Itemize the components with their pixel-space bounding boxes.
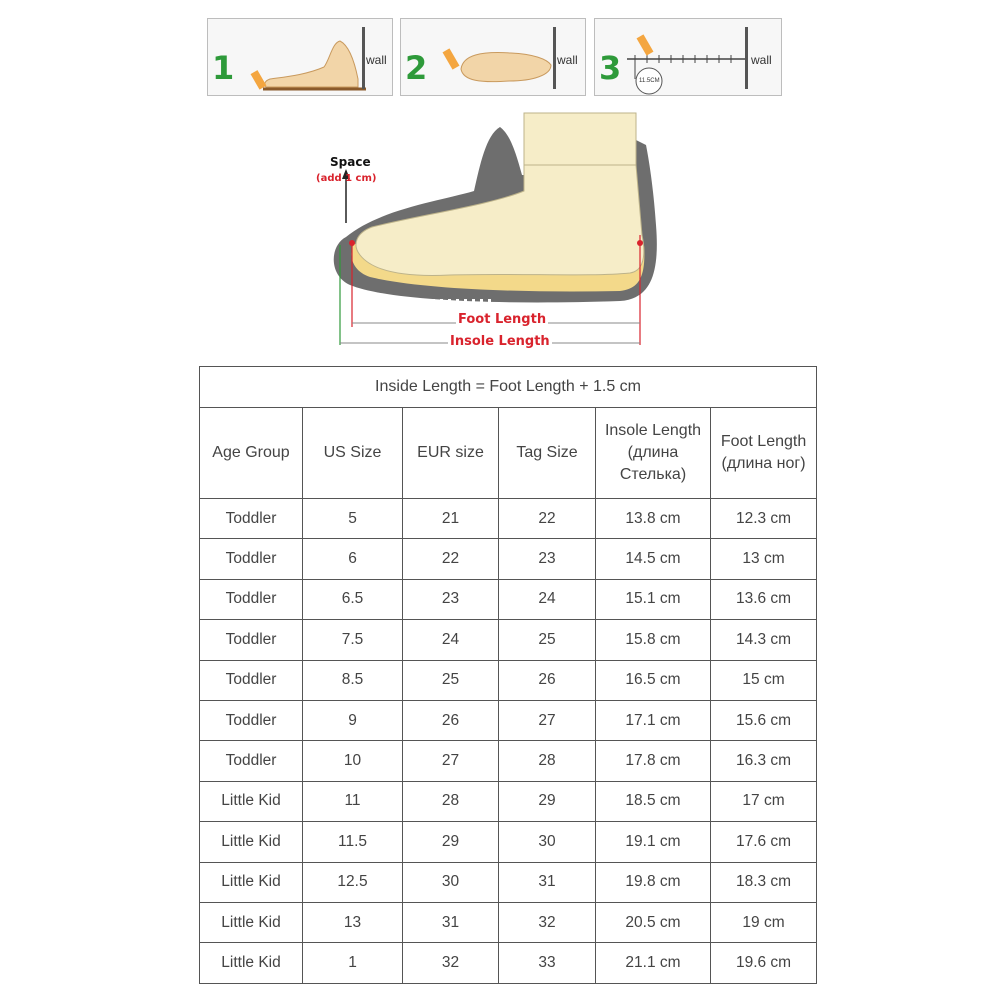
cell-tag-size: 33 xyxy=(499,943,596,983)
cell-insole-length: 18.5 cm xyxy=(596,781,711,821)
table-row xyxy=(200,781,817,821)
cell-foot-length: 17.6 cm xyxy=(711,822,817,862)
cell-insole-length: 19.1 cm xyxy=(596,822,711,862)
wall-line xyxy=(362,27,365,89)
cell-us-size: 9 xyxy=(303,700,403,740)
table-row xyxy=(200,862,817,902)
cell-foot-length: 19 cm xyxy=(711,902,817,942)
cell-tag-size: 25 xyxy=(499,620,596,660)
cell-eur-size: 21 xyxy=(403,499,499,539)
table-row xyxy=(200,620,817,660)
cell-us-size: 6.5 xyxy=(303,579,403,619)
header-foot-length-en: Foot Length xyxy=(720,433,807,450)
cell-us-size: 12.5 xyxy=(303,862,403,902)
step-2-panel xyxy=(400,18,586,96)
foot-length-label: Foot Length xyxy=(458,312,547,327)
cell-insole-length: 17.1 cm xyxy=(596,700,711,740)
cell-age-group: Little Kid xyxy=(200,781,303,821)
table-row xyxy=(200,943,817,983)
step-number: 2 xyxy=(405,49,428,87)
header-tag-size: Tag Size xyxy=(499,408,596,499)
cell-insole-length: 16.5 cm xyxy=(596,660,711,700)
ruler-readout: 11.5CM xyxy=(639,78,660,84)
cell-age-group: Toddler xyxy=(200,499,303,539)
step-3-panel xyxy=(594,18,782,96)
cell-tag-size: 28 xyxy=(499,741,596,781)
cell-age-group: Little Kid xyxy=(200,862,303,902)
cell-insole-length: 19.8 cm xyxy=(596,862,711,902)
cell-insole-length: 13.8 cm xyxy=(596,499,711,539)
space-note: (add 1 cm) xyxy=(316,173,377,184)
table-header-row xyxy=(200,408,817,499)
cell-tag-size: 29 xyxy=(499,781,596,821)
cell-age-group: Toddler xyxy=(200,579,303,619)
cell-eur-size: 32 xyxy=(403,943,499,983)
cell-insole-length: 15.1 cm xyxy=(596,579,711,619)
cell-foot-length: 13 cm xyxy=(711,539,817,579)
step-number: 1 xyxy=(212,49,235,87)
cell-insole-length: 17.8 cm xyxy=(596,741,711,781)
size-chart-table xyxy=(199,366,817,984)
wall-label: wall xyxy=(366,53,387,67)
cell-tag-size: 31 xyxy=(499,862,596,902)
cell-us-size: 11 xyxy=(303,781,403,821)
header-foot-length-ru: (длина ног) xyxy=(721,455,806,472)
table-row xyxy=(200,700,817,740)
cell-eur-size: 25 xyxy=(403,660,499,700)
table-row xyxy=(200,499,817,539)
wall-line xyxy=(745,27,748,89)
header-eur-size: EUR size xyxy=(403,408,499,499)
cell-tag-size: 27 xyxy=(499,700,596,740)
cell-age-group: Little Kid xyxy=(200,902,303,942)
cell-us-size: 7.5 xyxy=(303,620,403,660)
header-us-size: US Size xyxy=(303,408,403,499)
cell-us-size: 1 xyxy=(303,943,403,983)
space-label: Space xyxy=(330,155,371,169)
table-row xyxy=(200,741,817,781)
cell-foot-length: 17 cm xyxy=(711,781,817,821)
cell-tag-size: 30 xyxy=(499,822,596,862)
foot-in-shoe-diagram xyxy=(300,105,680,355)
step-1-panel xyxy=(207,18,393,96)
cell-age-group: Toddler xyxy=(200,660,303,700)
cell-foot-length: 19.6 cm xyxy=(711,943,817,983)
cell-us-size: 8.5 xyxy=(303,660,403,700)
cell-foot-length: 12.3 cm xyxy=(711,499,817,539)
insole-length-label: Insole Length xyxy=(450,334,550,349)
cell-age-group: Toddler xyxy=(200,700,303,740)
cell-insole-length: 15.8 cm xyxy=(596,620,711,660)
cell-insole-length: 20.5 cm xyxy=(596,902,711,942)
wall-label: wall xyxy=(751,53,772,67)
cell-insole-length: 21.1 cm xyxy=(596,943,711,983)
cell-eur-size: 28 xyxy=(403,781,499,821)
cell-eur-size: 26 xyxy=(403,700,499,740)
cell-eur-size: 24 xyxy=(403,620,499,660)
table-row xyxy=(200,660,817,700)
cell-age-group: Little Kid xyxy=(200,943,303,983)
table-row xyxy=(200,902,817,942)
cell-foot-length: 16.3 cm xyxy=(711,741,817,781)
cell-foot-length: 18.3 cm xyxy=(711,862,817,902)
cell-age-group: Toddler xyxy=(200,741,303,781)
cell-tag-size: 23 xyxy=(499,539,596,579)
cell-eur-size: 23 xyxy=(403,579,499,619)
cell-tag-size: 22 xyxy=(499,499,596,539)
cell-us-size: 13 xyxy=(303,902,403,942)
cell-age-group: Toddler xyxy=(200,539,303,579)
header-age-group: Age Group xyxy=(200,408,303,499)
cell-eur-size: 27 xyxy=(403,741,499,781)
wall-label: wall xyxy=(557,53,578,67)
table-row xyxy=(200,539,817,579)
cell-eur-size: 29 xyxy=(403,822,499,862)
header-foot-length xyxy=(711,408,817,499)
table-row xyxy=(200,579,817,619)
cell-tag-size: 32 xyxy=(499,902,596,942)
cell-age-group: Little Kid xyxy=(200,822,303,862)
cell-us-size: 5 xyxy=(303,499,403,539)
header-insole-length-ru-1: (длина xyxy=(627,444,679,461)
step-number: 3 xyxy=(599,49,622,87)
cell-tag-size: 24 xyxy=(499,579,596,619)
cell-us-size: 11.5 xyxy=(303,822,403,862)
size-formula: Inside Length = Foot Length + 1.5 cm xyxy=(200,367,817,408)
cell-eur-size: 22 xyxy=(403,539,499,579)
cell-tag-size: 26 xyxy=(499,660,596,700)
header-insole-length xyxy=(596,408,711,499)
table-row xyxy=(200,822,817,862)
cell-foot-length: 13.6 cm xyxy=(711,579,817,619)
header-insole-length-ru-2: Стелька) xyxy=(619,466,687,483)
cell-foot-length: 14.3 cm xyxy=(711,620,817,660)
cell-eur-size: 31 xyxy=(403,902,499,942)
header-insole-length-en: Insole Length xyxy=(604,422,702,439)
cell-age-group: Toddler xyxy=(200,620,303,660)
cell-us-size: 10 xyxy=(303,741,403,781)
cell-us-size: 6 xyxy=(303,539,403,579)
cell-foot-length: 15 cm xyxy=(711,660,817,700)
cell-insole-length: 14.5 cm xyxy=(596,539,711,579)
wall-line xyxy=(553,27,556,89)
cell-eur-size: 30 xyxy=(403,862,499,902)
cell-foot-length: 15.6 cm xyxy=(711,700,817,740)
